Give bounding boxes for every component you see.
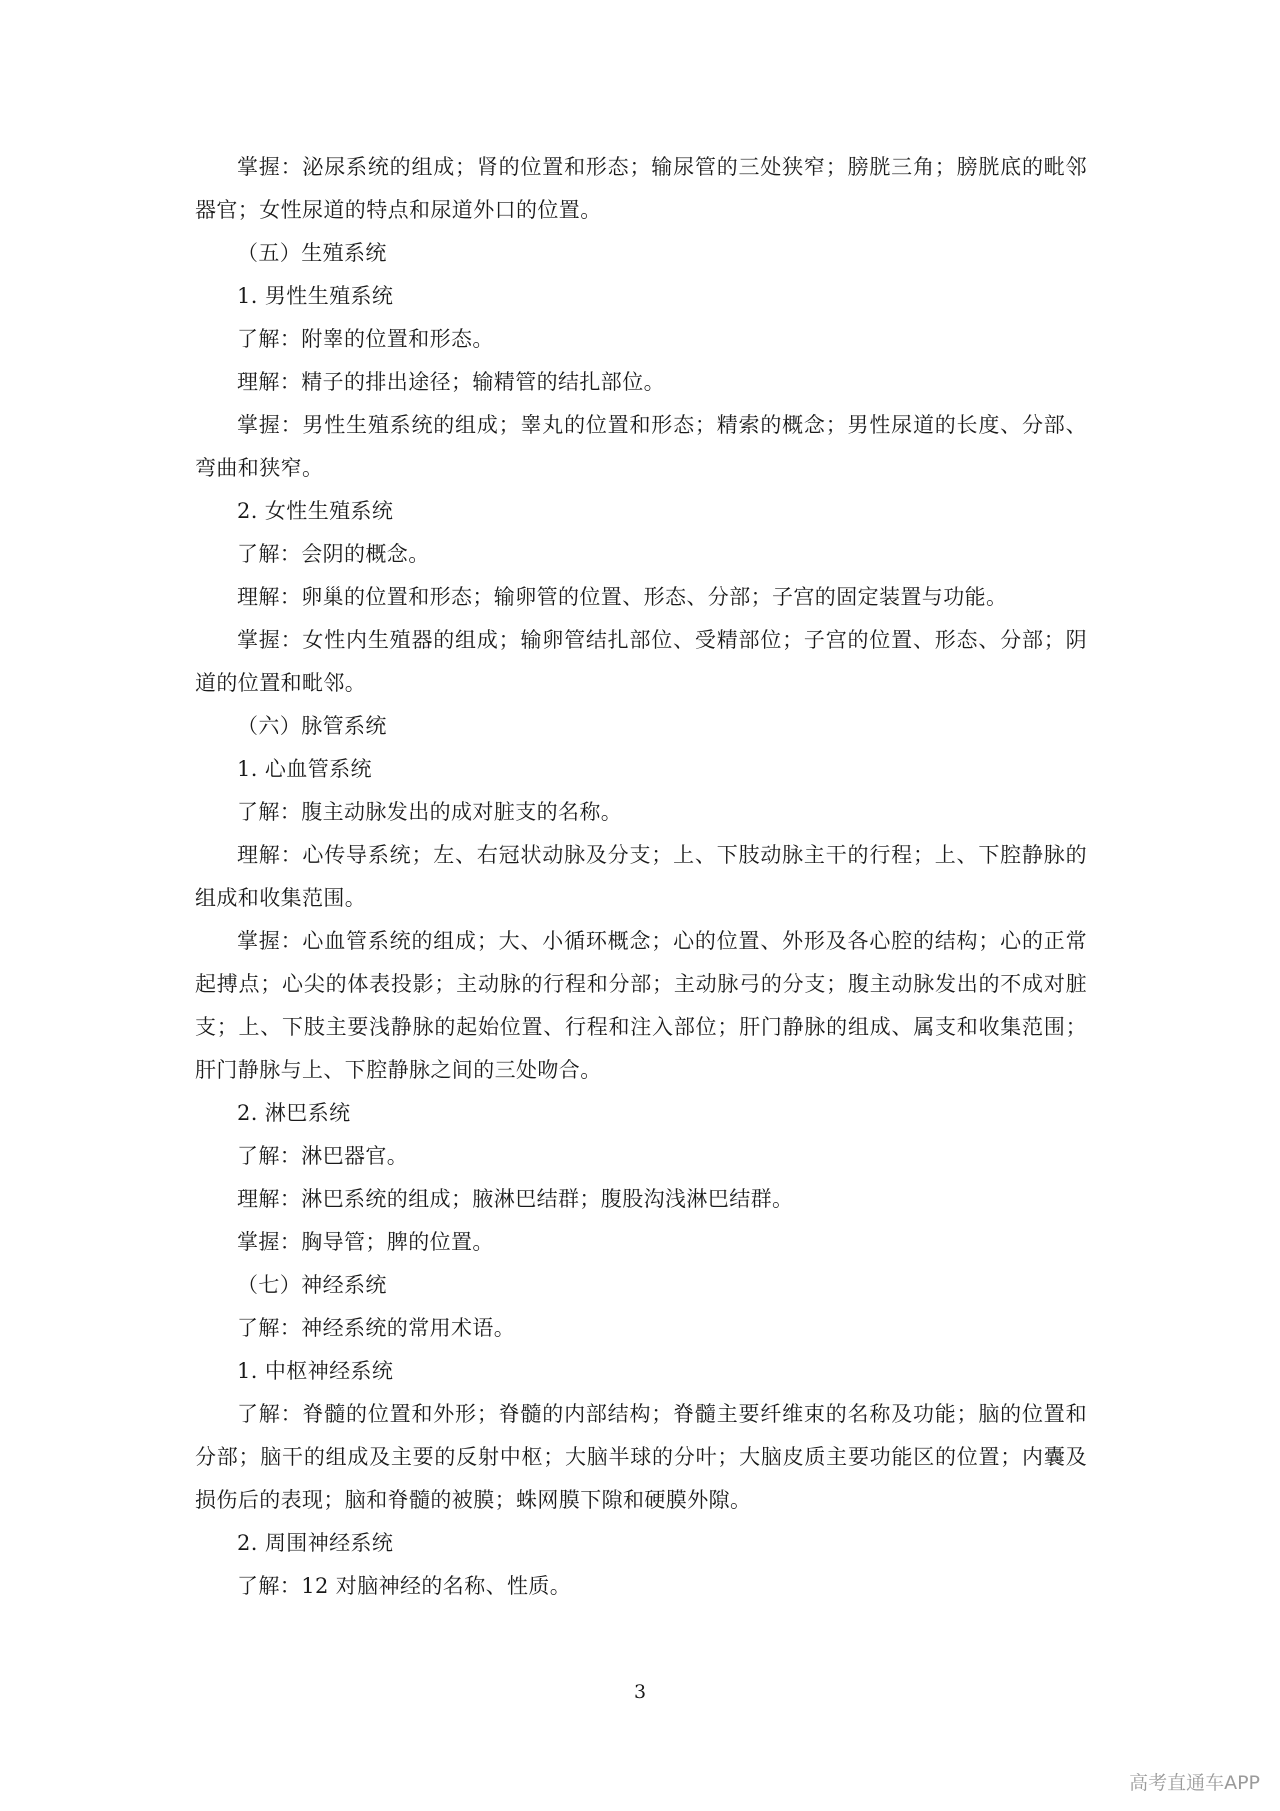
page-number: 3 xyxy=(633,1681,647,1703)
paragraph: 理解：精子的排出途径；输精管的结扎部位。 xyxy=(237,370,665,394)
subsection-heading: 2. 女性生殖系统 xyxy=(237,499,394,523)
subsection-heading: 2. 周围神经系统 xyxy=(237,1531,394,1555)
subsection-heading: 1. 中枢神经系统 xyxy=(237,1359,394,1383)
subsection-heading: 1. 心血管系统 xyxy=(237,757,372,781)
paragraph: 掌握：胸导管；脾的位置。 xyxy=(237,1230,494,1254)
paragraph: 了解：附睾的位置和形态。 xyxy=(237,327,494,351)
subsection-heading: 2. 淋巴系统 xyxy=(237,1101,351,1125)
paragraph: 掌握：泌尿系统的组成；肾的位置和形态；输尿管的三处狭窄；膀胱三角；膀胱底的毗邻器官；女性尿道的特点和尿道外口的位置。 xyxy=(195,155,1087,222)
section-heading: （六）脉管系统 xyxy=(237,714,387,738)
page-body xyxy=(195,146,1087,1608)
watermark: 高考直通车APP xyxy=(1129,1772,1260,1794)
paragraph: 理解：心传导系统；左、右冠状动脉及分支；上、下肢动脉主干的行程；上、下腔静脉的组成和收集范围。 xyxy=(195,843,1087,910)
paragraph: 了解：脊髓的位置和外形；脊髓的内部结构；脊髓主要纤维束的名称及功能；脑的位置和分部；脑干的组成及主要的反射中枢；大脑半球的分叶；大脑皮质主要功能区的位置；内囊及损伤后的表现；脑和脊髓的被膜；蛛网膜下隙和硬膜外隙。 xyxy=(195,1402,1087,1512)
section-heading: （五）生殖系统 xyxy=(237,241,387,265)
paragraph: 了解：12 对脑神经的名称、性质。 xyxy=(237,1574,572,1598)
paragraph: 掌握：男性生殖系统的组成；睾丸的位置和形态；精索的概念；男性尿道的长度、分部、弯曲和狭窄。 xyxy=(195,413,1087,480)
section-heading: （七）神经系统 xyxy=(237,1273,387,1297)
paragraph: 理解：卵巢的位置和形态；输卵管的位置、形态、分部；子宫的固定装置与功能。 xyxy=(237,585,1008,609)
paragraph: 掌握：心血管系统的组成；大、小循环概念；心的位置、外形及各心腔的结构；心的正常起搏点；心尖的体表投影；主动脉的行程和分部；主动脉弓的分支；腹主动脉发出的不成对脏支；上、下肢主要浅静脉的起始位置、行程和注入部位；肝门静脉的组成、属支和收集范围；肝门静脉与上、下腔静脉之间的三处吻合。 xyxy=(195,929,1087,1082)
paragraph: 理解：淋巴系统的组成；腋淋巴结群；腹股沟浅淋巴结群。 xyxy=(237,1187,794,1211)
paragraph: 了解：淋巴器官。 xyxy=(237,1144,409,1168)
subsection-heading: 1. 男性生殖系统 xyxy=(237,284,394,308)
paragraph: 了解：神经系统的常用术语。 xyxy=(237,1316,516,1340)
paragraph: 了解：腹主动脉发出的成对脏支的名称。 xyxy=(237,800,623,824)
paragraph: 掌握：女性内生殖器的组成；输卵管结扎部位、受精部位；子宫的位置、形态、分部；阴道的位置和毗邻。 xyxy=(195,628,1087,695)
paragraph: 了解：会阴的概念。 xyxy=(237,542,430,566)
